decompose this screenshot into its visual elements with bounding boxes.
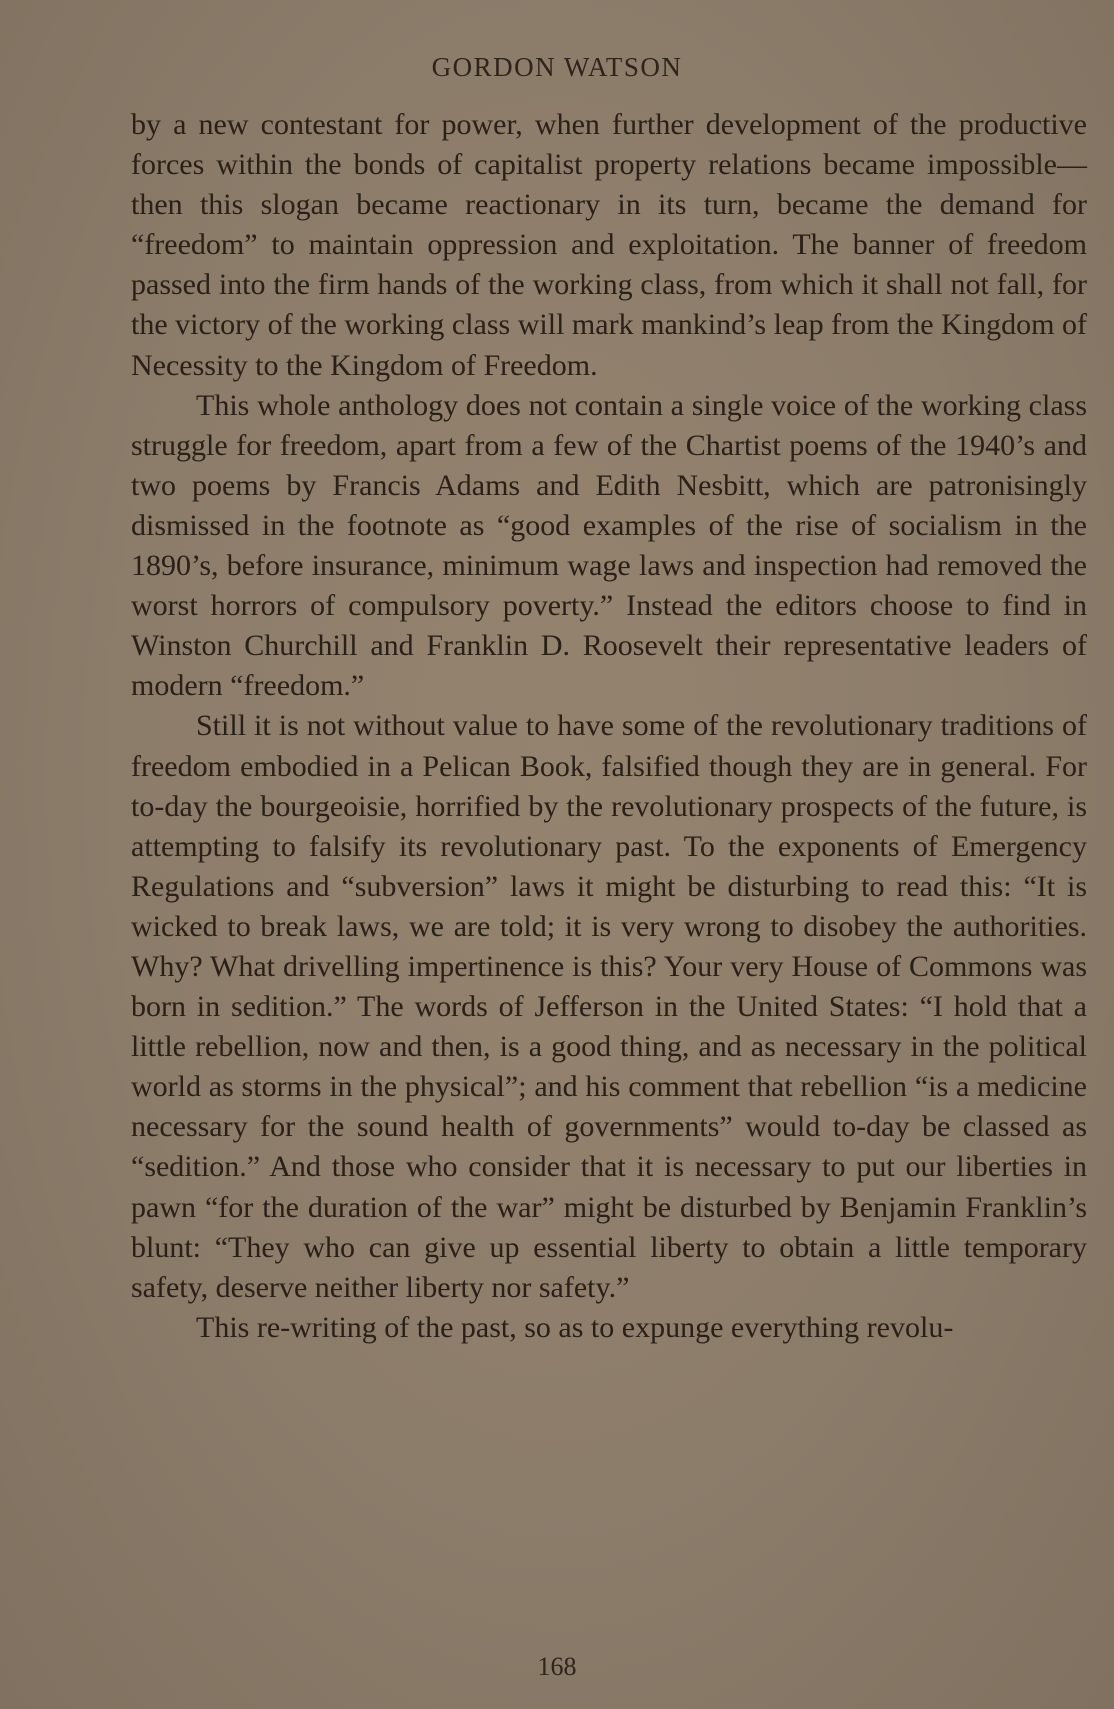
page-number: 168 (537, 1652, 577, 1681)
paragraph-anthology: This whole anthology does not contain a single voice of the working class struggle for freedom, apart from a few of the Chartist poems of the 1940’s and two poems by Francis Adams and Edith Nesbitt, which are patronisingly dismissed in the footnote as “good examples of the rise of socialism in the 1890’s, before insurance, minimum wage laws and inspection had removed the worst horrors of compulsory poverty.” Instead the editors choose to find in Winston Churchill and Franklin D. Roosevelt their representative leaders of modern “freedom.” (131, 388, 1087, 703)
paragraph-continuation: by a new contestant for power, when further development of the productive forces within the bonds of capitalist property relations became impossible—then this slogan became reactionary in its turn, became the demand for “freedom” to maintain oppression and exploitation. The banner of freedom passed into the firm hands of the working class, from which it shall not fall, for the victory of the working class will mark mankind’s leap from the Kingdom of Necessity to the Kingdom of Freedom. (131, 108, 1087, 382)
paragraph-rewriting: This re-writing of the past, so as to expunge everything revolu- (196, 1310, 954, 1344)
body-text (131, 105, 1087, 1348)
running-header: GORDON WATSON (431, 52, 683, 82)
paragraph-traditions: Still it is not without value to have some of the revolutionary traditions of freedom embodied in a Pelican Book, falsified though they are in general. For to-day the bourgeoisie, horrified by the revolutionary prospects of the future, is attempting to falsify its revolutionary past. To the exponents of Emergency Regulations and “subversion” laws it might be disturbing to read this: “It is wicked to break laws, we are told; it is very wrong to disobey the authorities. Why? What drivelling impertinence is this? Your very House of Commons was born in sedition.” The words of Jefferson in the United States: “I hold that a little rebellion, now and then, is a good thing, and as necessary in the political world as storms in the physical”; and his comment that rebellion “is a medicine necessary for the sound health of governments” would to-day be classed as “sedition.” And those who consider that it is necessary to put our liberties in pawn “for the duration of the war” might be disturbed by Benjamin Franklin’s blunt: “They who can give up essential liberty to obtain a little temporary safety, deserve neither liberty nor safety.” (131, 709, 1087, 1304)
